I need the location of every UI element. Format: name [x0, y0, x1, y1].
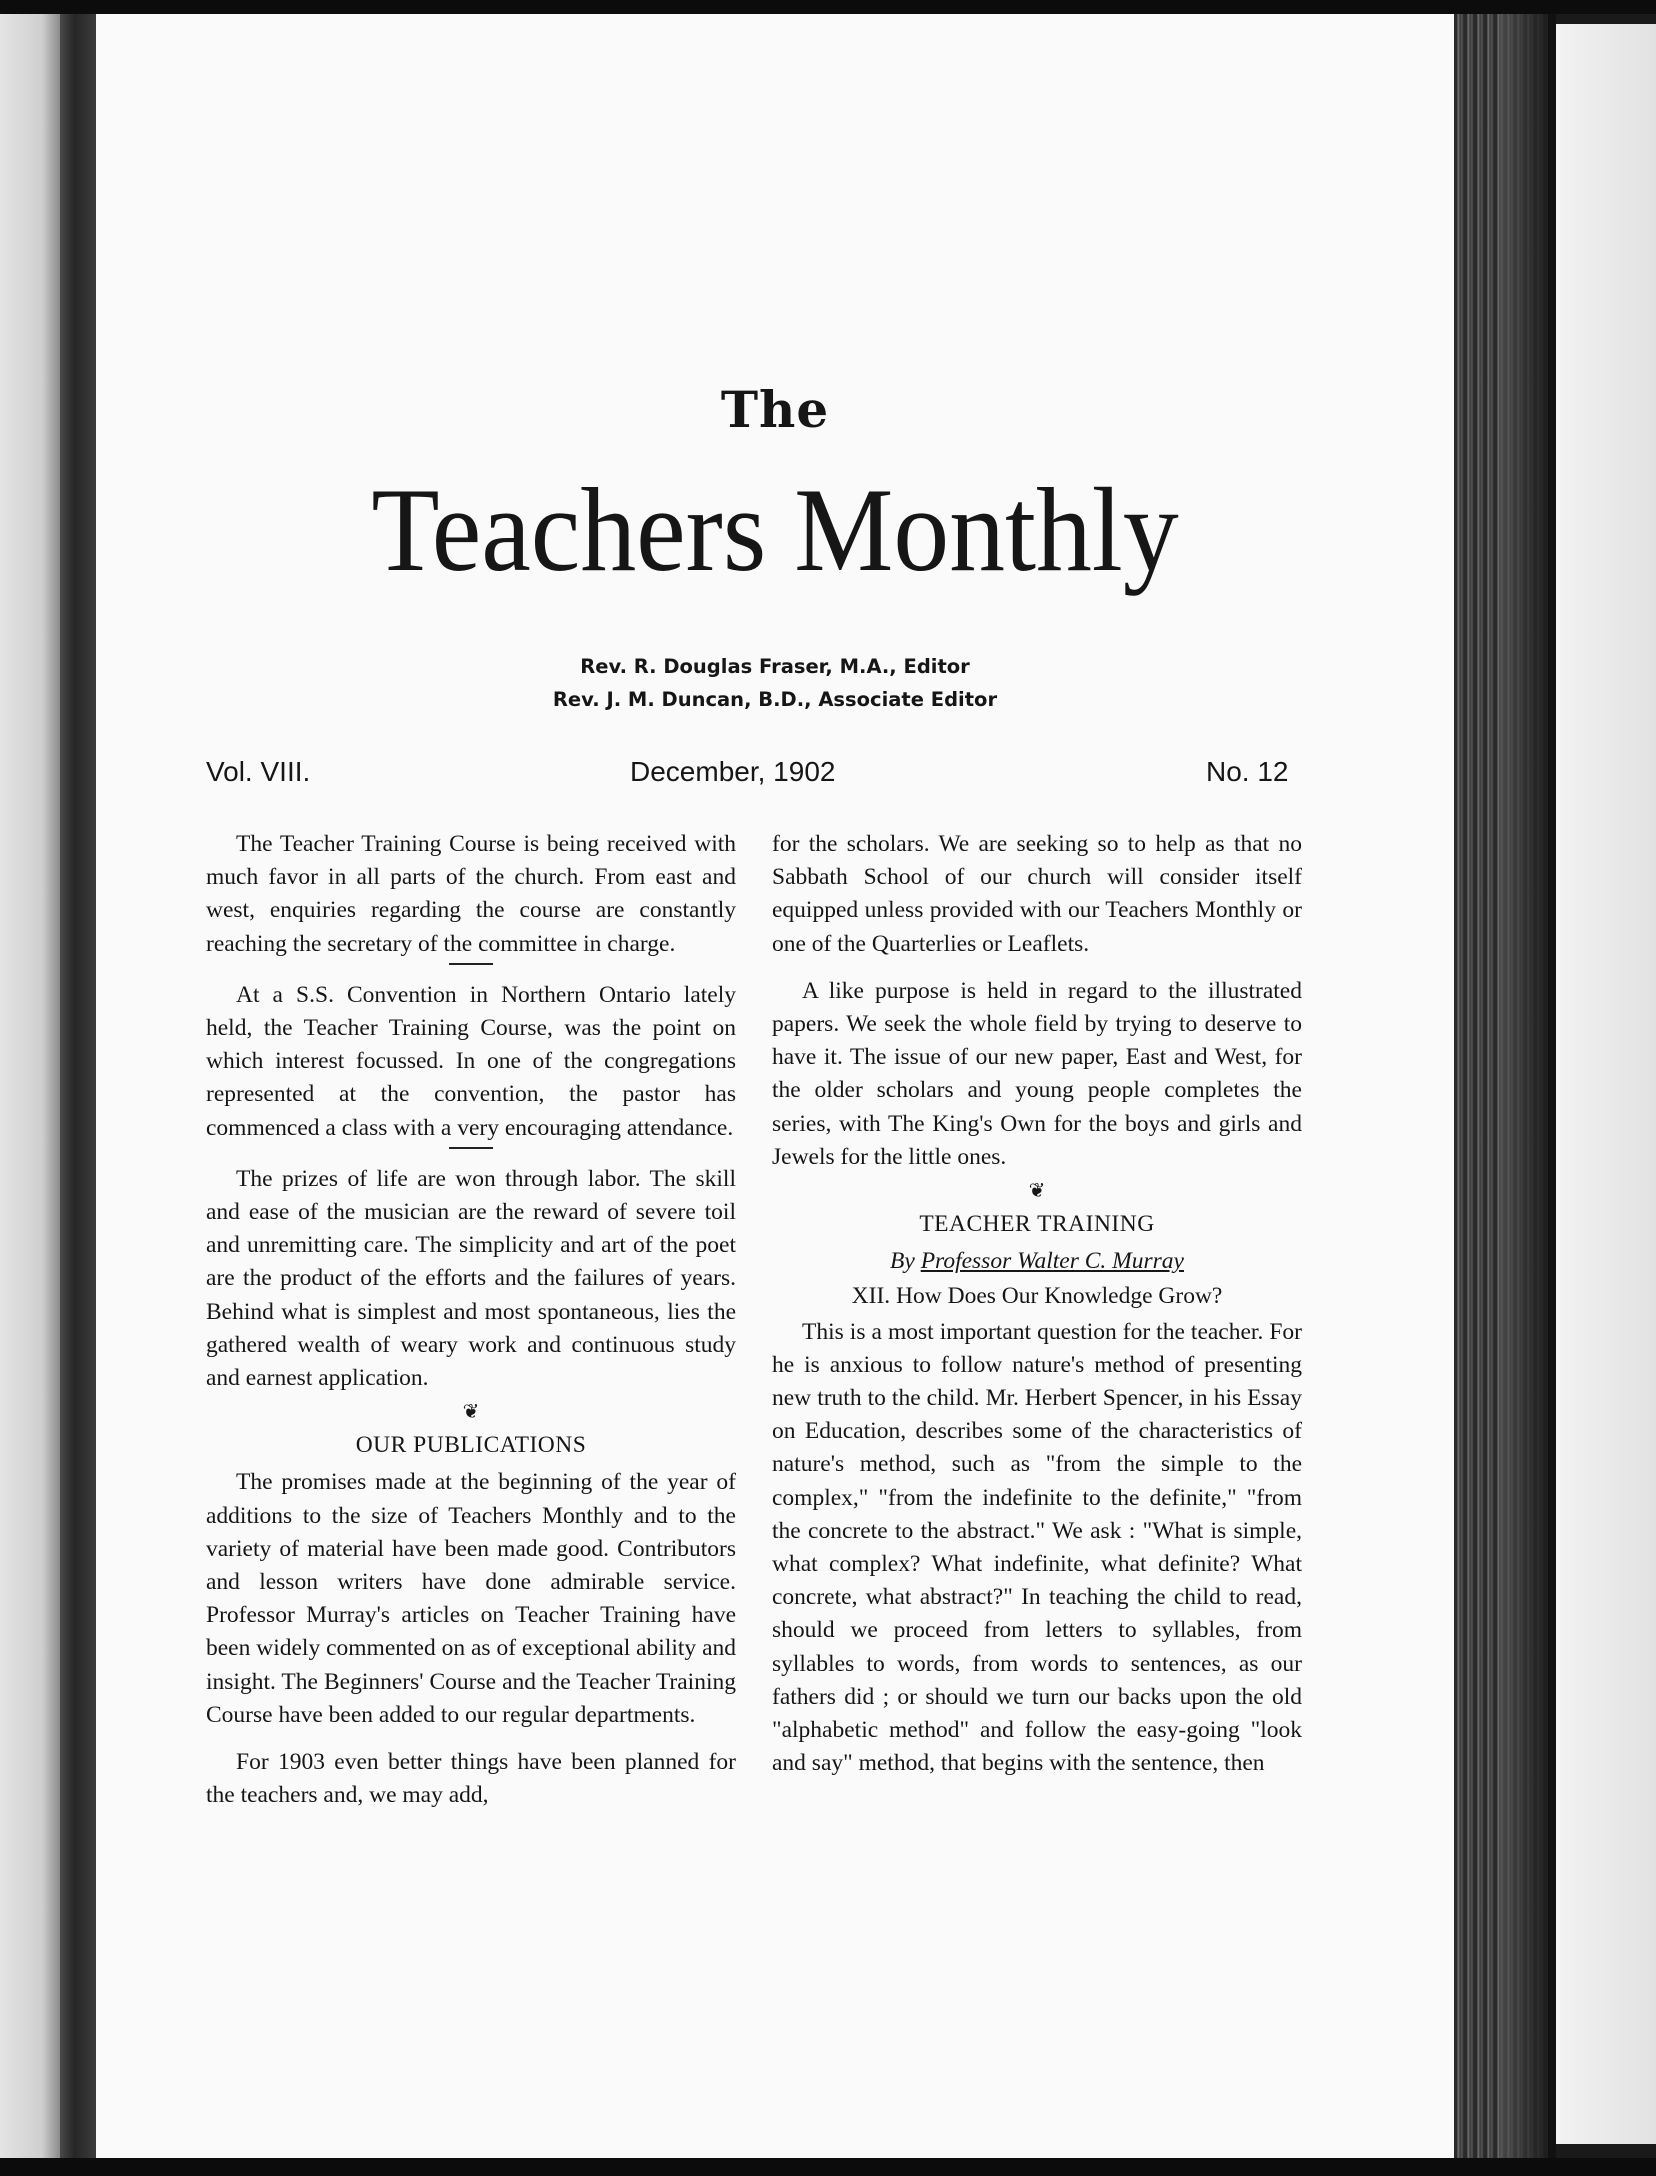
book-spine-shadow	[60, 14, 96, 2158]
scan-border-bottom	[0, 2158, 1656, 2176]
issue-date: December, 1902	[630, 756, 836, 787]
paragraph: The promises made at the beginning of the year of additions to the size of Teachers Monthly and to the variety of material have been made good. Contributors and lesson writers have done admirable service. Professor Murray's articles on Teacher Training have been widely commented on as of exceptional ability and insight. The Beginners' Course and the Teacher Training Course have been added to our regular departments.	[206, 1469, 736, 1728]
article-byline	[772, 1245, 1302, 1278]
editor-line: Rev. R. Douglas Fraser, M.A., Editor	[580, 655, 970, 678]
facing-page-edge	[0, 14, 60, 2158]
section-heading-publications: OUR PUBLICATIONS	[355, 1432, 587, 1459]
masthead-title: Teachers Monthly	[371, 463, 1179, 596]
masthead-the: The	[720, 380, 830, 439]
paragraph: for the scholars. We are seeking so to help as that no Sabbath School of our church will consider itself equipped unless provided with our Teachers Monthly or one of the Quarterlies or Leaflets.	[772, 831, 1302, 957]
paragraph: The Teacher Training Course is being received with much favor in all parts of the church. From east and west, enquiries regarding the course are constantly reaching the secretary of the committee in charge.	[206, 831, 736, 957]
section-rule	[449, 1147, 493, 1149]
fleuron-ornament-icon: ❦	[1028, 1180, 1046, 1203]
byline-author: Professor Walter C. Murray	[920, 1248, 1184, 1275]
left-column	[206, 828, 736, 1812]
paragraph: This is a most important question for the teacher. For he is anxious to follow nature's method of presenting new truth to the child. Mr. Herbert Spencer, in his Essay on Education, describes some of the characteristics of nature's method, such as "from the simple to the complex," "from the indefinite to the definite," "from the concrete to the abstract." We ask : "What is simple, what complex? What indefinite, what definite? What concrete, what abstract?" In teaching the child to read, should we proceed from letters to syllables, from syllables to words, from words to sentences, as our fathers did ; or should we turn our backs upon the old "alphabetic method" and follow the easy-going "look and say" method, that begins with the sentence, then	[772, 1318, 1302, 1777]
paragraph: For 1903 even better things have been planned for the teachers and, we may add,	[206, 1749, 736, 1809]
right-column	[772, 828, 1302, 1780]
back-cover-board	[1556, 24, 1656, 2144]
volume-label: Vol. VIII.	[206, 756, 311, 787]
section-rule	[449, 963, 493, 965]
cover-edge	[1548, 14, 1556, 2158]
section-heading-teacher-training: TEACHER TRAINING	[919, 1211, 1155, 1238]
associate-editor-line: Rev. J. M. Duncan, B.D., Associate Editor	[552, 688, 998, 711]
paragraph: A like purpose is held in regard to the illustrated papers. We seek the whole field by trying to deserve to have it. The issue of our new paper, East and West, for the older scholars and young people completes the series, with The King's Own for the boys and girls and Jewels for the little ones.	[772, 977, 1302, 1170]
fleuron-ornament-icon: ❦	[462, 1401, 480, 1424]
paragraph: At a S.S. Convention in Northern Ontario lately held, the Teacher Training Course, was the point on which interest focussed. In one of the congregations represented at the convention, the pastor has commenced a class with a very encouraging attendance.	[206, 981, 736, 1141]
article-subheading: XII. How Does Our Knowledge Grow?	[851, 1283, 1223, 1310]
scan-border-top	[0, 0, 1656, 14]
issue-number: No. 12	[1206, 756, 1289, 787]
paragraph: The prizes of life are won through labor. The skill and ease of the musician are the reward of severe toil and unremitting care. The simplicity and art of the poet are the product of the efforts and the failures of years. Behind what is simplest and most spontaneous, lies the gathered wealth of weary work and continuous study and earnest application.	[206, 1165, 736, 1392]
byline-prefix: By	[890, 1248, 915, 1275]
